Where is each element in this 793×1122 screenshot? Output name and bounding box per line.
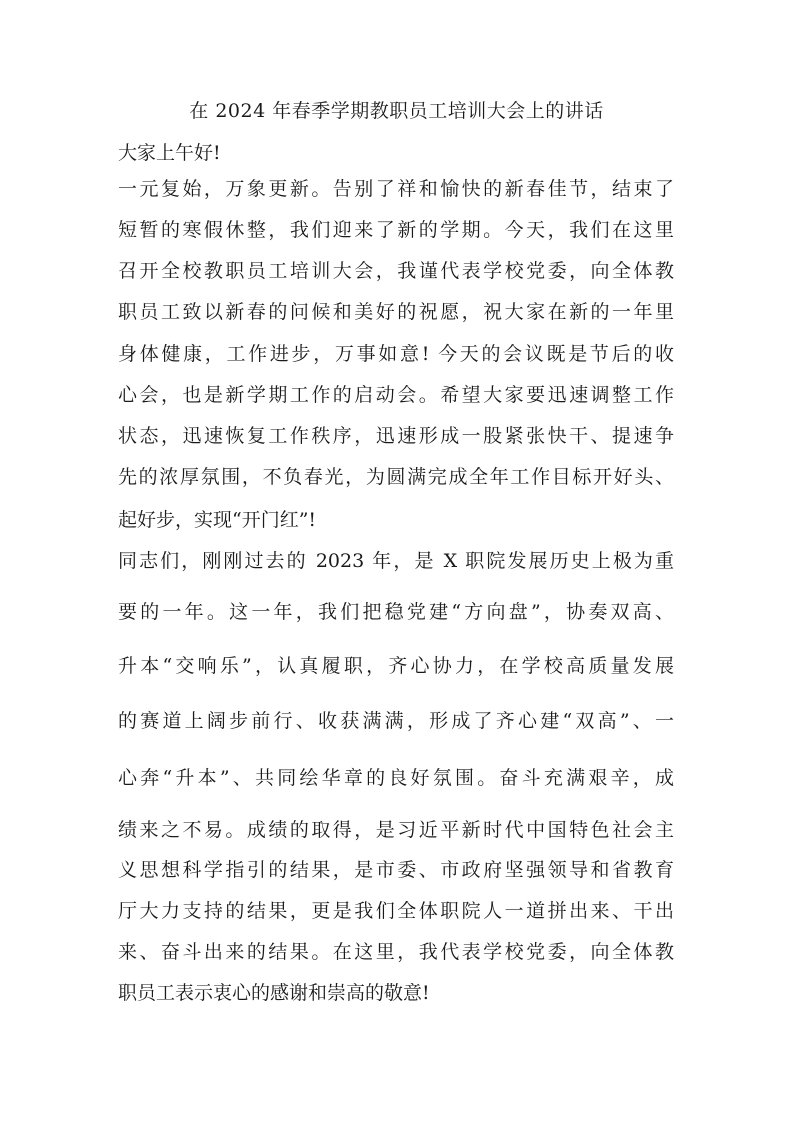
paragraph-2-line: 要的一年。这一年，我们把稳党建“方向盘”，协奏双高、 [118, 601, 674, 623]
paragraph-2-line: 的赛道上阔步前行、收获满满，形成了齐心建“双高”、一 [118, 710, 674, 732]
paragraph-2-line: 职员工表示衷心的感谢和崇高的敬意! [118, 982, 430, 1004]
paragraph-1-line: 召开全校教职员工培训大会，我谨代表学校党委，向全体教 [118, 260, 674, 282]
paragraph-2-line: 同志们，刚刚过去的 2023 年，是 X 职院发展历史上极为重 [118, 550, 674, 572]
paragraph-1-line: 状态，迅速恢复工作秩序，迅速形成一股紧张快干、提速争 [118, 425, 674, 447]
paragraph-1-line: 短暂的寒假休整，我们迎来了新的学期。今天，我们在这里 [118, 219, 674, 241]
document-title: 在 2024 年春季学期教职员工培训大会上的讲话 [189, 100, 604, 122]
paragraph-1-line: 职员工致以新春的问候和美好的祝愿，祝大家在新的一年里 [118, 301, 674, 323]
paragraph-1-line: 先的浓厚氛围，不负春光，为圆满完成全年工作目标开好头、 [118, 466, 674, 488]
paragraph-2-line: 升本“交响乐”，认真履职，齐心协力，在学校高质量发展 [118, 655, 674, 677]
paragraph-2-line: 义思想科学指引的结果，是市委、市政府坚强领导和省教育 [118, 859, 674, 881]
paragraph-1-line: 心会，也是新学期工作的启动会。希望大家要迅速调整工作 [118, 384, 674, 406]
paragraph-1-line: 一元复始，万象更新。告别了祥和愉快的新春佳节，结束了 [118, 178, 674, 200]
paragraph-1-line: 起好步，实现“开门红”! [118, 509, 317, 531]
paragraph-2-line: 来、奋斗出来的结果。在这里，我代表学校党委，向全体教 [118, 941, 674, 963]
paragraph-2-line: 绩来之不易。成绩的取得，是习近平新时代中国特色社会主 [118, 819, 674, 841]
paragraph-2-line: 心奔“升本”、共同绘华章的良好氛围。奋斗充满艰辛，成 [118, 767, 674, 789]
paragraph-1-line: 身体健康，工作进步，万事如意! 今天的会议既是节后的收 [118, 343, 674, 365]
greeting-line: 大家上午好! [118, 142, 221, 164]
paragraph-2-line: 厅大力支持的结果，更是我们全体职院人一道拼出来、干出 [118, 900, 674, 922]
